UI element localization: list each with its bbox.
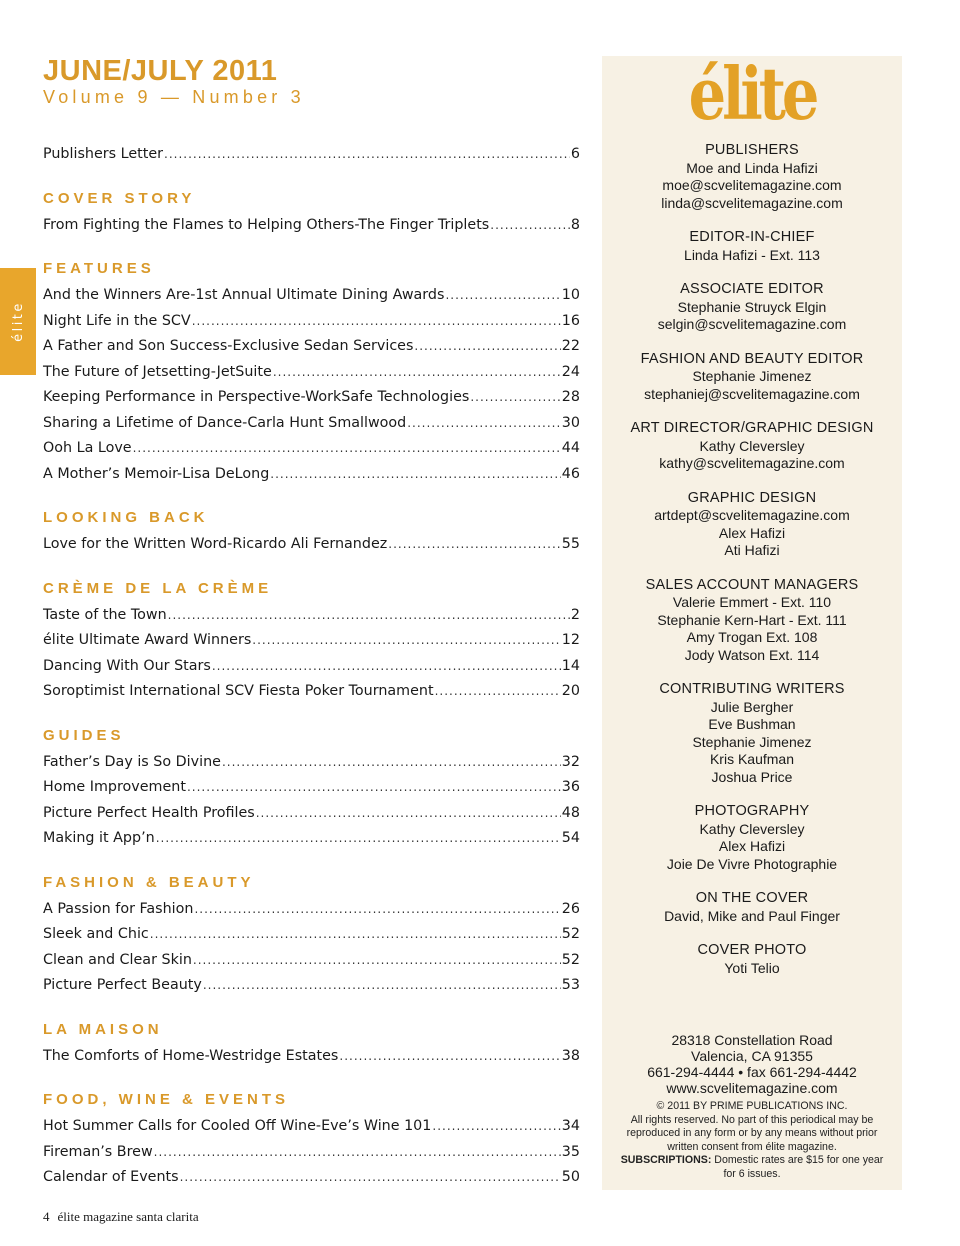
toc-entry-title: Keeping Performance in Perspective-WorkSafe Technologies [43,389,470,405]
toc-leader-dots [339,1044,560,1070]
toc-leader-dots [192,309,561,335]
toc-entry-title: Picture Perfect Health Profiles [43,804,255,821]
toc-page-number: 26 [561,900,580,917]
page-footer [43,1209,199,1225]
toc-leader-dots [187,775,561,801]
toc-entry-title: A Mother’s Memoir-Lisa DeLong [43,465,270,482]
toc-entry[interactable] [43,654,580,680]
toc-entry[interactable] [43,801,580,827]
toc-section-heading: CRÈME DE LA CRÈME [43,579,273,597]
toc-entry-title: From Fighting the Flames to Helping Others-The Finger Triplets [43,216,490,233]
toc-leader-dots [435,679,561,705]
toc-section-heading: FASHION & BEAUTY [43,873,255,891]
masthead-name: Alex Hafizi [718,838,786,854]
toc-entry[interactable] [43,628,580,654]
toc-entry-title: Fireman’s Brew [43,1143,153,1160]
masthead-block [602,490,902,560]
toc-entry-title: And the Winners Are-1st Annual Ultimate Dining Awards [43,287,445,303]
toc-leader-dots [164,142,570,168]
masthead-name: Amy Trogan Ext. 108 [686,629,818,645]
toc-leader-dots [193,948,561,974]
toc-entry[interactable] [43,679,580,705]
masthead-block [602,142,902,212]
masthead-name: David, Mike and Paul Finger [664,907,840,924]
masthead-role: EDITOR-IN-CHIEF [689,229,815,245]
masthead-block [602,681,902,786]
toc-page-number: 16 [561,312,580,329]
masthead-role: SALES ACCOUNT MANAGERS [645,576,859,593]
toc-page-number: 30 [561,414,580,431]
masthead-block [602,420,902,473]
masthead-name: Stephanie Jimenez [692,733,812,750]
toc-leader-dots [156,826,561,852]
toc-entry-title: Publishers Letter [43,146,164,162]
toc-leader-dots [445,283,560,309]
toc-entry[interactable] [43,462,580,488]
masthead-block [602,351,902,404]
toc-entry[interactable] [43,142,580,168]
toc-entry[interactable] [43,973,580,999]
masthead-name: Eve Bushman [708,716,796,732]
masthead-name: Kris Kaufman [709,751,795,767]
toc-page-number: 32 [561,753,580,770]
toc-entry[interactable] [43,385,580,411]
masthead-name: Joshua Price [711,768,793,785]
toc-section-heading: LOOKING BACK [43,509,209,526]
legal-block [620,1100,884,1181]
toc-entry-title: Soroptimist International SCV Fiesta Poker Tournament [43,683,434,699]
toc-leader-dots [388,532,561,558]
masthead-name: Alex Hafizi [718,524,786,541]
toc-page-number: 20 [561,683,580,699]
issue-header [43,56,305,108]
toc-section-heading: GUIDES [43,726,125,744]
toc-entry[interactable] [43,436,580,462]
toc-leader-dots [256,801,561,827]
masthead-name: Linda Hafizi - Ext. 113 [684,246,820,263]
rights-notice: All rights reserved. No part of this periodical may be reproduced in any form or by any means without prior written consent from élite magazine. [626,1113,878,1153]
phone: 661-294-4444 • fax 661-294-4442 [647,1064,857,1080]
toc-section-heading: FOOD, WINE & EVENTS [43,1091,290,1108]
toc-entry-title: Father’s Day is So Divine [43,753,221,770]
contact-block [602,1032,902,1096]
toc-entry-title: Making it App’n [43,830,155,846]
toc-entry-title: A Passion for Fashion [43,900,194,917]
masthead-name: Joie De Vivre Photographie [666,855,838,872]
masthead-role: CONTRIBUTING WRITERS [659,681,845,697]
masthead-name: Kathy Cleversley [699,437,805,454]
masthead-block [602,577,902,665]
toc-leader-dots [154,1140,561,1166]
toc-page-number: 6 [570,146,580,162]
toc-leader-dots [180,1165,561,1191]
masthead-block [602,942,902,977]
toc-page-number: 14 [561,657,580,674]
toc-page-number: 36 [561,779,580,795]
table-of-contents [43,142,580,1191]
masthead-role: GRAPHIC DESIGN [687,489,817,506]
toc-entry[interactable] [43,922,580,948]
issue-title: JUNE/JULY 2011 [43,55,278,87]
publication-name: élite magazine santa clarita [57,1209,199,1224]
toc-section-heading: LA MAISON [43,1020,163,1038]
toc-leader-dots [273,360,561,386]
toc-page-number: 46 [561,465,580,482]
toc-leader-dots [490,213,570,239]
toc-page-number: 48 [561,804,580,821]
toc-entry-title: Home Improvement [43,779,186,795]
toc-page-number: 24 [561,363,580,380]
toc-entry[interactable] [43,309,580,335]
toc-page-number: 34 [561,1118,580,1134]
toc-entry-title: Picture Perfect Beauty [43,977,202,993]
toc-entry[interactable] [43,1140,580,1166]
toc-page-number: 12 [561,632,580,648]
toc-entry-title: A Father and Son Success-Exclusive Sedan Services [43,338,414,354]
elite-logo: élite [688,51,816,136]
masthead-name: Kathy Cleversley [699,820,805,837]
toc-page-number: 52 [561,951,580,968]
masthead-block [602,890,902,925]
toc-entry[interactable] [43,948,580,974]
toc-entry-title: The Comforts of Home-Westridge Estates [43,1047,339,1064]
subscriptions [620,1154,884,1181]
masthead-name: Stephanie Jimenez [692,368,812,384]
toc-section-heading: FEATURES [43,260,155,277]
toc-page-number: 10 [561,287,580,303]
masthead-role: FASHION AND BEAUTY EDITOR [640,350,864,367]
masthead-role: ON THE COVER [695,890,809,906]
toc-leader-dots [168,603,570,629]
toc-page-number: 2 [570,606,580,623]
toc-leader-dots [432,1114,560,1140]
masthead-role: ART DIRECTOR/GRAPHIC DESIGN [630,420,874,436]
masthead-name: Stephanie Kern-Hart - Ext. 111 [657,611,847,628]
toc-entry[interactable] [43,213,580,239]
masthead-name[interactable]: linda@scvelitemagazine.com [661,194,843,211]
toc-leader-dots [150,922,561,948]
masthead-role: PUBLISHERS [705,142,799,158]
masthead-name: Moe and Linda Hafizi [686,159,818,176]
masthead-credits [602,142,902,994]
toc-page-number: 8 [570,216,580,233]
toc-entry-title: Love for the Written Word-Ricardo Ali Fernandez [43,536,388,552]
toc-page-number: 35 [561,1143,580,1160]
toc-entry-title: Clean and Clear Skin [43,951,192,968]
masthead-role: COVER PHOTO [697,942,807,958]
city: Valencia, CA 91355 [691,1048,813,1064]
toc-entry[interactable] [43,750,580,776]
toc-entry[interactable] [43,826,580,852]
masthead-name[interactable]: kathy@scvelitemagazine.com [659,455,845,471]
toc-leader-dots [407,411,561,437]
toc-leader-dots [252,628,561,654]
toc-page-number: 28 [561,389,580,405]
toc-entry-title: Taste of the Town [43,606,167,623]
masthead-panel [602,51,902,1190]
toc-page-number: 55 [561,536,580,552]
subscriptions-text: Domestic rates are $15 for one year for 6 issues. [711,1154,884,1180]
subscriptions-label: SUBSCRIPTIONS: [620,1154,712,1166]
toc-page-number: 53 [561,977,580,993]
toc-entry-title: The Future of Jetsetting-JetSuite [43,363,272,380]
masthead-role: ASSOCIATE EDITOR [680,281,824,297]
toc-entry[interactable] [43,360,580,386]
masthead-block [602,803,902,873]
toc-page-number: 52 [561,926,580,942]
toc-entry[interactable] [43,1044,580,1070]
toc-leader-dots [212,654,561,680]
masthead-block [602,229,902,264]
toc-entry-title: Night Life in the SCV [43,312,191,329]
masthead-name[interactable]: artdept@scvelitemagazine.com [654,507,850,523]
toc-leader-dots [203,973,561,999]
toc-leader-dots [133,436,561,462]
toc-page-number: 38 [561,1047,580,1064]
toc-section-heading: COVER STORY [43,189,196,207]
page-number: 4 [43,1209,50,1224]
toc-entry[interactable] [43,283,580,309]
masthead-name[interactable]: selgin@scvelitemagazine.com [657,316,847,332]
toc-entry[interactable] [43,411,580,437]
toc-entry-title: Calendar of Events [43,1169,179,1185]
toc-entry[interactable] [43,334,580,360]
address: 28318 Constellation Road [671,1032,833,1048]
masthead-name: Yoti Telio [724,959,780,976]
toc-page-number: 50 [561,1169,580,1185]
toc-entry[interactable] [43,532,580,558]
toc-entry-title: élite Ultimate Award Winners [43,632,252,648]
toc-entry[interactable] [43,1165,580,1191]
side-tab-label: élite [10,301,26,342]
masthead-name[interactable]: stephaniej@scvelitemagazine.com [644,385,860,402]
masthead-name: Ati Hafizi [724,542,780,558]
masthead-role: PHOTOGRAPHY [694,803,810,819]
masthead-name: Jody Watson Ext. 114 [684,646,820,663]
toc-entry-title: Sleek and Chic [43,926,149,942]
toc-page-number: 54 [561,830,580,846]
toc-page-number: 22 [561,338,580,354]
toc-entry-title: Hot Summer Calls for Cooled Off Wine-Eve’s Wine 101 [43,1118,432,1134]
masthead-block [602,281,902,334]
masthead-name: Julie Bergher [710,698,794,715]
toc-entry[interactable] [43,897,580,923]
issue-volume: Volume 9 — Number 3 [43,87,305,107]
toc-leader-dots [194,897,560,923]
toc-leader-dots [270,462,561,488]
toc-leader-dots [222,750,561,776]
toc-entry[interactable] [43,603,580,629]
toc-entry[interactable] [43,1114,580,1140]
copyright: © 2011 BY PRIME PUBLICATIONS INC. [656,1100,848,1112]
toc-leader-dots [414,334,560,360]
side-tab [0,268,36,375]
toc-entry[interactable] [43,775,580,801]
website-link[interactable]: www.scvelitemagazine.com [666,1080,838,1096]
toc-entry-title: Sharing a Lifetime of Dance-Carla Hunt Smallwood [43,414,407,431]
toc-entry-title: Dancing With Our Stars [43,657,211,674]
toc-page-number: 44 [561,440,580,456]
masthead-name[interactable]: moe@scvelitemagazine.com [662,177,842,193]
toc-leader-dots [470,385,560,411]
masthead-name: Valerie Emmert - Ext. 110 [672,594,832,610]
toc-entry-title: Ooh La Love [43,440,132,456]
masthead-name: Stephanie Struyck Elgin [677,298,827,315]
